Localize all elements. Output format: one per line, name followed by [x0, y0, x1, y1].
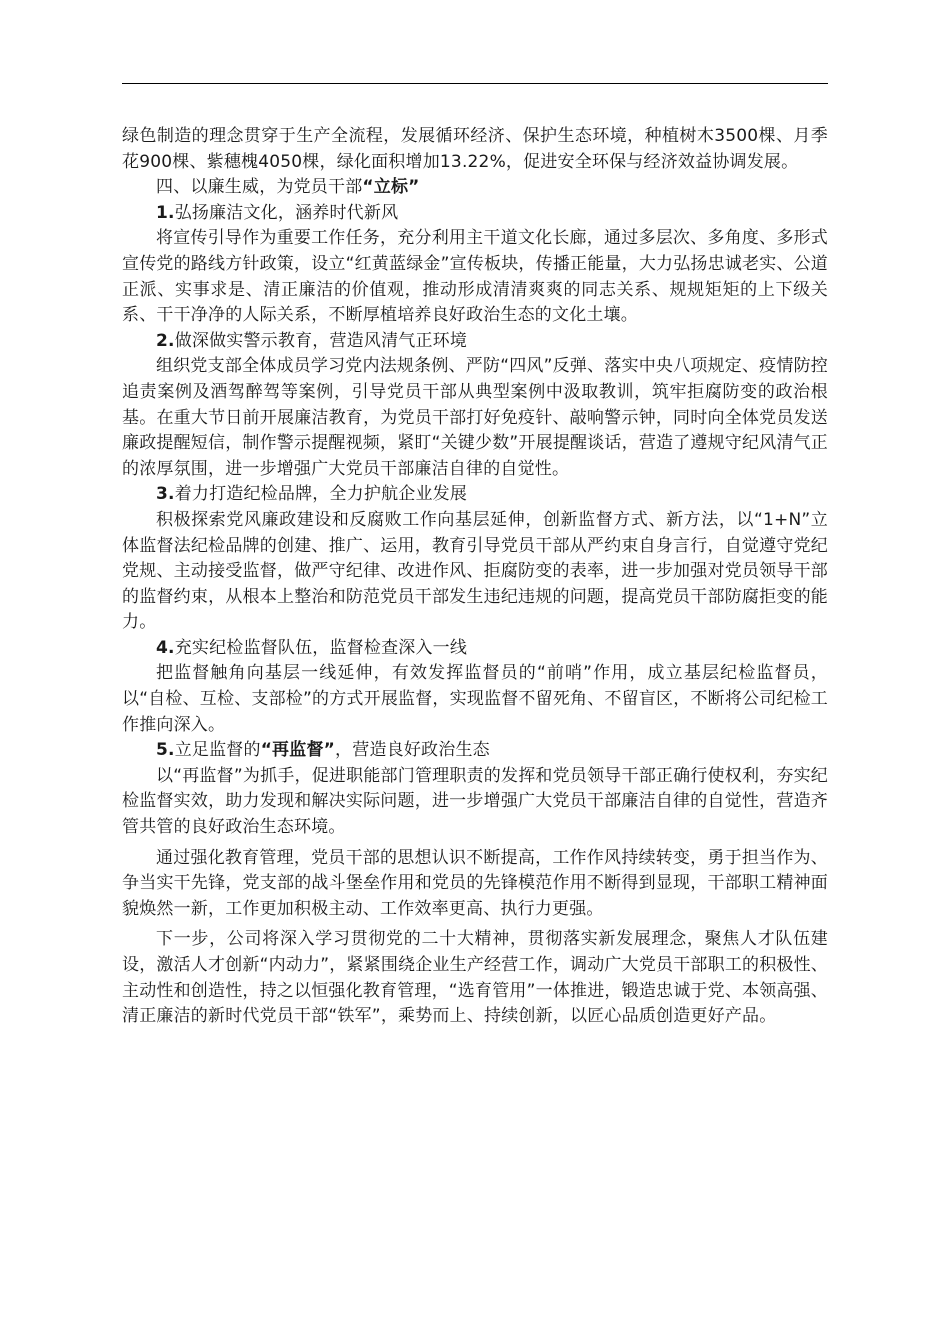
item-1-heading-text: 弘扬廉洁文化，涵养时代新风	[174, 202, 399, 223]
item-2-heading-text: 做深做实警示教育，营造风清气正环境	[174, 330, 468, 351]
item-2-number: 2.	[156, 330, 175, 351]
document-body	[122, 124, 828, 1030]
item-5-number: 5.	[156, 740, 175, 761]
item-3-body: 积极探索党风廉政建设和反腐败工作向基层延伸，创新监督方式、新方法，以“1+N”立体监督法纪检品牌的创建、推广、运用，教育引导党员干部从严约束自身言行，自觉遵守党纪党规、主动接受监督，做严守纪律、改进作风、拒腐防变的表率，进一步加强对党员领导干部的监督约束，从根本上整治和防范党员干部发生违纪违规的问题，提高党员干部防腐拒变的能力。	[122, 509, 828, 633]
item-3-heading-text: 着力打造纪检品牌，全力护航企业发展	[174, 484, 468, 505]
item-1-body: 将宣传引导作为重要工作任务，充分利用主干道文化长廊，通过多层次、多角度、多形式宣传党的路线方针政策，设立“红黄蓝绿金”宣传板块，传播正能量，大力弘扬忠诚老实、公道正派、实事求是、清正廉洁的价值观，推动形成清清爽爽的同志关系、规规矩矩的上下级关系、干干净净的人际关系，不断厚植培养良好政治生态的文化土壤。	[122, 228, 829, 326]
item-4-heading	[122, 636, 828, 662]
section-4-title-text: 四、以廉生威，为党员干部	[156, 177, 363, 198]
item-4-number: 4.	[156, 637, 175, 658]
item-1-number: 1.	[156, 202, 175, 223]
item-5-heading-text: 立足监督的	[174, 740, 261, 761]
item-3-heading	[122, 482, 828, 508]
next-step-paragraph: 下一步，公司将深入学习贯彻党的二十大精神，贯彻落实新发展理念，聚焦人才队伍建设，激活人才创新“内动力”，紧紧围绕企业生产经营工作，调动广大党员干部职工的积极性、主动性和创造性，持之以恒强化教育管理，“选育管用”一体推进，锻造忠诚于党、本领高强、清正廉洁的新时代党员干部“铁军”，乘势而上、持续创新，以匠心品质创造更好产品。	[122, 929, 829, 1027]
item-5-heading-suffix: ，营造良好政治生态	[335, 740, 490, 761]
summary-paragraph: 通过强化教育管理，党员干部的思想认识不断提高，工作作风持续转变，勇于担当作为、争当实干先锋，党支部的战斗堡垒作用和党员的先锋模范作用不断得到显现，干部职工精神面貌焕然一新，工作更加积极主动、工作效率更高、执行力更强。	[122, 847, 828, 919]
item-3-number: 3.	[156, 484, 175, 505]
item-5-heading	[122, 738, 828, 764]
section-4-title	[122, 175, 828, 201]
item-4-heading-text: 充实纪检监督队伍，监督检查深入一线	[174, 637, 468, 658]
section-4-title-quoted: “立标”	[362, 177, 420, 198]
item-2-body: 组织党支部全体成员学习党内法规条例、严防“四风”反弹、落实中央八项规定、疫情防控追责案例及酒驾醉驾等案例，引导党员干部从典型案例中汲取教训，筑牢拒腐防变的政治根基。在重大节日前开展廉洁教育，为党员干部打好免疫针、敲响警示钟，同时向全体党员发送廉政提醒短信，制作警示提醒视频，紧盯“关键少数”开展提醒谈话，营造了遵规守纪风清气正的浓厚氛围，进一步增强广大党员干部廉洁自律的自觉性。	[122, 356, 829, 479]
header-rule	[122, 83, 828, 84]
item-4-body: 把监督触角向基层一线延伸，有效发挥监督员的“前哨”作用，成立基层纪检监督员，以“自检、互检、支部检”的方式开展监督，实现监督不留死角、不留盲区，不断将公司纪检工作推向深入。	[122, 663, 829, 735]
item-5-body: 以“再监督”为抓手，促进职能部门管理职责的发挥和党员领导干部正确行使权利，夯实纪检监督实效，助力发现和解决实际问题，进一步增强广大党员干部廉洁自律的自觉性，营造齐管共管的良好政治生态环境。	[122, 765, 828, 838]
item-1-heading	[122, 201, 828, 227]
item-5-heading-quoted: “再监督”	[260, 740, 336, 761]
item-2-heading	[122, 329, 828, 355]
continued-paragraph: 绿色制造的理念贯穿于生产全流程，发展循环经济、保护生态环境，种植树木3500棵、月季花900棵、紫穗槐4050棵，绿化面积增加13.22%，促进安全环保与经济效益协调发展。	[122, 126, 828, 172]
